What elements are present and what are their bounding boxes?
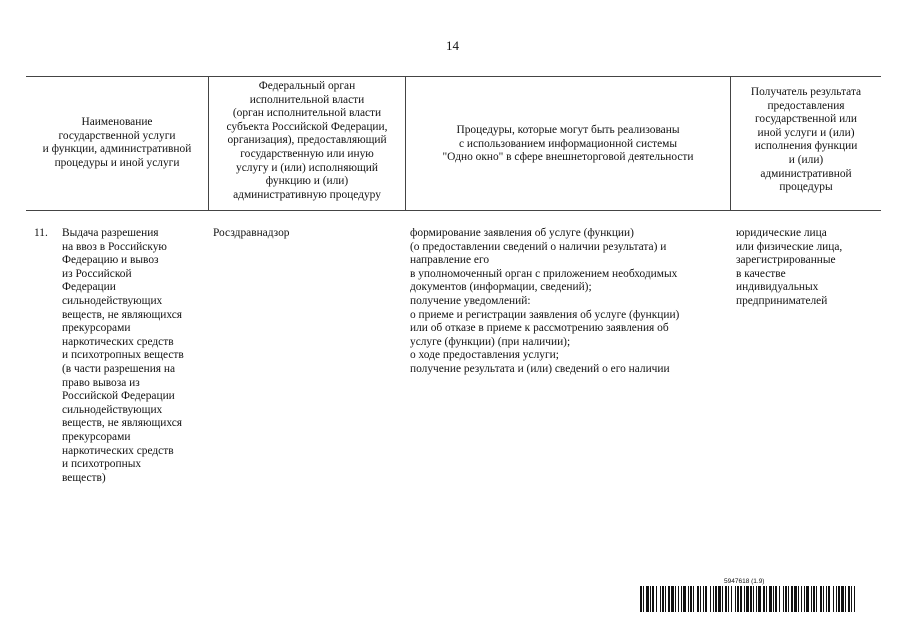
barcode-bar xyxy=(828,586,830,612)
barcode-bar xyxy=(813,586,815,612)
barcode-bar xyxy=(643,586,644,612)
column-header-authority-text: Федеральный орган исполнительной власти (орган исполнительной власти субъекта Российской Федерации, организация), предоставляющий государственную или иную услугу и (или) исполняющий функцию и (или) административную процедуру xyxy=(226,80,388,201)
barcode-bar xyxy=(788,586,789,612)
barcode-bar xyxy=(854,586,855,612)
column-header-recipient-text: Получатель результата предоставления государственной или иной услуги и (или) исполнения функции и (или) административной процедуры xyxy=(750,86,862,194)
barcode-bar xyxy=(766,586,767,612)
barcode-bar xyxy=(798,586,799,612)
barcode-bar xyxy=(826,586,827,612)
barcode-bar xyxy=(756,586,757,612)
barcode-bar xyxy=(700,586,701,612)
barcode-bar xyxy=(841,586,844,612)
barcode-bar xyxy=(763,586,765,612)
barcode xyxy=(640,586,858,612)
barcode-bar xyxy=(690,586,692,612)
barcode-bar xyxy=(731,586,732,612)
authority-cell: Росздравнадзор xyxy=(213,227,290,239)
procedures-cell: формирование заявления об услуге (функции) (о предоставлении сведений о наличии результата) и направление его в уполномоченный орган с приложением необходимых документов (информации, сведений); получение уведомлений: о приеме и регистрации заявления об услуге (функции) или об отказе в приеме к рассмотрению заявления об услуге (функции) (при наличии); о ходе предоставления услуги; получение результата и (или) сведений о его наличии xyxy=(410,227,680,375)
barcode-bar xyxy=(678,586,679,612)
barcode-bar xyxy=(688,586,689,612)
barcode-bar xyxy=(722,586,723,612)
barcode-bar xyxy=(750,586,752,612)
barcode-bar xyxy=(785,586,787,612)
table-top-border xyxy=(26,76,881,77)
barcode-bar xyxy=(718,586,721,612)
service-name-cell: Выдача разрешения на ввоз в Российскую Федерацию и вывоз из Российской Федерации сильнодействующих веществ, не являющихся прекурсорами наркотических средств и психотропных веществ (в части разрешения на право вывоза из Российской Федерации сильнодействующих веществ, не являющихся прекурсорами наркотических средств и психотропных веществ) xyxy=(62,227,184,484)
barcode-bar xyxy=(640,586,642,612)
barcode-bar xyxy=(697,586,699,612)
barcode-bar xyxy=(735,586,736,612)
barcode-bar xyxy=(801,586,802,612)
barcode-bar xyxy=(693,586,694,612)
barcode-bar xyxy=(656,586,657,612)
barcode-bar xyxy=(791,586,793,612)
barcode-bar xyxy=(794,586,797,612)
barcode-bar xyxy=(851,586,852,612)
barcode-bar xyxy=(681,586,682,612)
row-number: 11. xyxy=(34,227,48,239)
barcode-bar xyxy=(804,586,805,612)
barcode-bar xyxy=(671,586,674,612)
barcode-bar xyxy=(715,586,717,612)
barcode-bar xyxy=(806,586,809,612)
barcode-bar xyxy=(728,586,729,612)
barcode-bar xyxy=(820,586,822,612)
barcode-bar xyxy=(725,586,727,612)
barcode-bar xyxy=(650,586,651,612)
column-header-authority xyxy=(209,80,405,202)
barcode-bar xyxy=(740,586,742,612)
column-header-service xyxy=(26,116,208,170)
barcode-bar xyxy=(773,586,774,612)
barcode-bar xyxy=(668,586,670,612)
barcode-bar xyxy=(758,586,761,612)
barcode-bar xyxy=(683,586,686,612)
barcode-bar xyxy=(737,586,739,612)
barcode-bar xyxy=(646,586,649,612)
header-bottom-border xyxy=(26,210,881,211)
barcode-bar xyxy=(675,586,676,612)
barcode-bar xyxy=(845,586,846,612)
barcode-bar xyxy=(665,586,666,612)
barcode-bar xyxy=(769,586,772,612)
barcode-bar xyxy=(816,586,817,612)
column-header-procedures-text: Процедуры, которые могут быть реализованы с использованием информационной системы "Одно окно" в сфере внешнеторговой деятельности xyxy=(442,124,694,164)
barcode-bar xyxy=(652,586,654,612)
barcode-bar xyxy=(744,586,745,612)
barcode-bar xyxy=(823,586,824,612)
barcode-bar xyxy=(710,586,711,612)
barcode-bar xyxy=(705,586,707,612)
recipient-cell: юридические лица или физические лица, зарегистрированные в качестве индивидуальных предпринимателей xyxy=(736,227,843,307)
barcode-bar xyxy=(662,586,664,612)
barcode-bar xyxy=(779,586,780,612)
column-header-procedures xyxy=(406,124,730,165)
barcode-bar xyxy=(848,586,850,612)
barcode-bar xyxy=(775,586,777,612)
barcode-bar xyxy=(660,586,661,612)
barcode-bar xyxy=(746,586,749,612)
barcode-bar xyxy=(838,586,840,612)
barcode-bar xyxy=(833,586,834,612)
barcode-label: 5947618 (1.9) xyxy=(724,578,765,585)
barcode-bar xyxy=(836,586,837,612)
column-header-service-text: Наименование государственной услуги и функции, административной процедуры и иной услуги xyxy=(42,116,192,169)
barcode-bar xyxy=(703,586,704,612)
barcode-bar xyxy=(811,586,812,612)
barcode-bar xyxy=(753,586,754,612)
page-number: 14 xyxy=(446,38,459,53)
barcode-bar xyxy=(783,586,784,612)
column-header-recipient xyxy=(731,86,881,195)
barcode-bar xyxy=(713,586,714,612)
